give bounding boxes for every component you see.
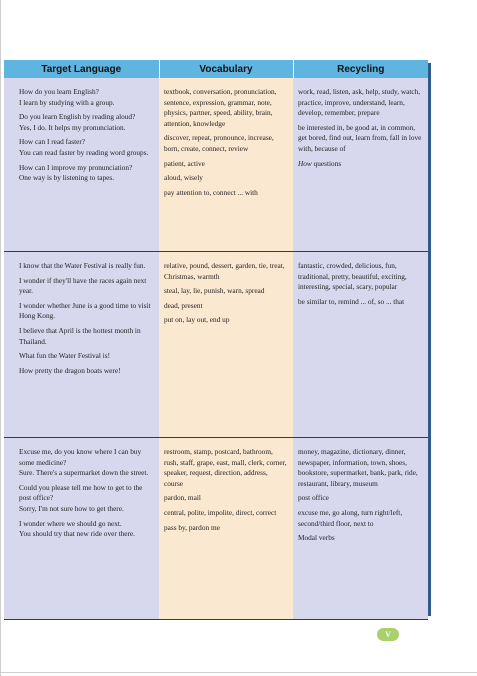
target-sentence: You can read faster by reading word groups. [19, 147, 149, 157]
recycling-group: post office [298, 493, 329, 503]
target-sentence: Yes, I do. It helps my pronunciation. [19, 122, 126, 132]
vocabulary-group: dead, present [164, 300, 203, 310]
recycling-group [298, 159, 423, 170]
page-number-badge: V [377, 628, 399, 641]
target-sentence: How do you learn English? [19, 87, 99, 96]
recycling-group: be similar to, remind ... of, so ... that [298, 296, 405, 306]
target-sentence: How can I read faster? [19, 137, 86, 147]
vocabulary-cell [159, 252, 293, 438]
page-edge [0, 0, 1, 676]
target-sentence: Do you learn English by reading aloud? [19, 112, 136, 122]
vocabulary-group: put on, lay out, end up [164, 315, 230, 325]
header-recycling: Recycling [293, 60, 428, 78]
recycling-group: excuse me, go along, turn right/left, second/third floor, next to [298, 507, 403, 528]
header-vocabulary: Vocabulary [159, 60, 293, 78]
target-language-cell [4, 252, 159, 438]
target-sentence: What fun the Water Festival is! [19, 351, 111, 361]
vocabulary-group: central, polite, impolite, direct, correct [164, 507, 277, 517]
recycling-word: questions [313, 158, 342, 168]
vocabulary-group: steal, lay, lie, punish, warn, spread [164, 286, 265, 296]
target-sentence: I wonder if they'll have the races again next year. [19, 275, 147, 296]
recycling-group: fantastic, crowded, delicious, fun, traditional, pretty, beautiful, exciting, interesting, special, scary, popular [298, 261, 407, 292]
table-header-row [4, 60, 428, 78]
vocabulary-group: textbook, conversation, pronunciation, sentence, expression, grammar, note, physics, partner, speed, ability, brain, attention, knowledge [164, 87, 277, 128]
vocabulary-group: pardon, mail [164, 493, 201, 503]
vocabulary-group: aloud, wisely [164, 173, 203, 183]
recycling-group: Modal verbs [298, 533, 335, 543]
target-sentence: Excuse me, do you know where I can buy some medicine? [19, 447, 142, 467]
vocabulary-group: pay attention to, connect ... with [164, 187, 258, 197]
target-sentence: I know that the Water Festival is really fun. [19, 261, 146, 270]
recycling-group: work, read, listen, ask, help, study, watch, practice, improve, understand, learn, develop, remember, prepare [298, 87, 421, 118]
target-sentence: I wonder whether June is a good time to visit Hong Kong. [19, 300, 151, 321]
vocabulary-group: relative, pound, dessert, garden, tie, treat, Christmas, warmth [164, 261, 285, 281]
target-sentence: Could you please tell me how to get to the post office? [19, 482, 143, 503]
target-sentence: I believe that April is the hottest month in Thailand. [19, 325, 141, 346]
recycling-cell [293, 438, 428, 620]
target-sentence: You should try that new ride over there. [19, 529, 135, 539]
recycling-cell [293, 252, 428, 438]
syllabus-table-container [4, 60, 428, 613]
target-sentence: Sorry, I'm not sure how to get there. [19, 503, 124, 513]
header-target-language: Target Language [4, 60, 159, 78]
recycling-group: be interested in, be good at, in common, get bored, find out, learn from, fall in love with, because of [298, 122, 422, 153]
syllabus-table [4, 60, 428, 620]
recycling-cell [293, 78, 428, 252]
vocabulary-group: restroom, stamp, postcard, bathroom, rush, staff, grape, east, mall, clerk, corner, speaker, request, direction, address, course [164, 447, 287, 488]
target-language-cell [4, 78, 159, 252]
target-language-cell [4, 438, 159, 620]
page-edge [0, 672, 477, 673]
vocabulary-group: patient, active [164, 158, 205, 168]
vocabulary-group: discover, repeat, pronounce, increase, born, create, connect, review [164, 133, 274, 153]
vocabulary-group: pass by, pardon me [164, 522, 220, 532]
target-sentence: Sure. There's a supermarket down the street. [19, 468, 149, 478]
target-sentence: I wonder where we should go next. [19, 518, 122, 528]
recycling-italic-word: How [298, 158, 312, 168]
target-sentence: I learn by studying with a group. [19, 97, 115, 107]
table-row [4, 252, 428, 438]
vocabulary-cell [159, 438, 293, 620]
target-sentence: One way is by listening to tapes. [19, 173, 115, 183]
target-sentence: How pretty the dragon boats were! [19, 365, 121, 375]
target-sentence: How can I improve my pronunciation? [19, 162, 133, 172]
table-row [4, 438, 428, 620]
vocabulary-cell [159, 78, 293, 252]
recycling-group: money, magazine, dictionary, dinner, newspaper, information, town, shoes, bookstore, supermarket, bank, park, ride, restaurant, library, museum [298, 447, 418, 488]
table-row [4, 78, 428, 252]
